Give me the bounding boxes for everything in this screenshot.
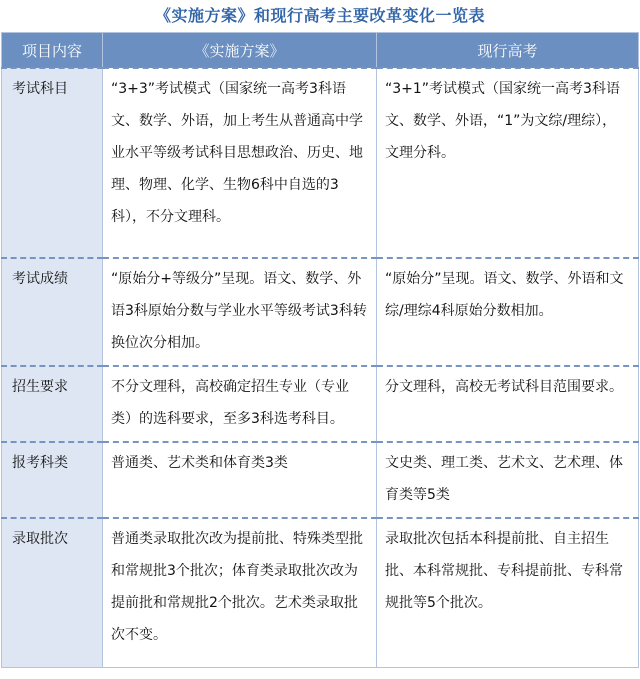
table-row [2, 366, 639, 442]
table-header-row [2, 33, 639, 69]
current-cell: “原始分”呈现。语文、数学、外语和文综/理综4科原始分数相加。 [377, 258, 639, 366]
comparison-table [1, 32, 639, 668]
current-cell: “3+1”考试模式（国家统一高考3科语文、数学、外语，“1”为文综/理综），文理分科。 [377, 68, 639, 258]
table-row [2, 258, 639, 366]
plan-cell: 不分文理科，高校确定招生专业（专业类）的选科要求，至多3科选考科目。 [103, 366, 377, 442]
row-label: 招生要求 [2, 366, 103, 442]
table-row [2, 518, 639, 668]
current-cell: 录取批次包括本科提前批、自主招生批、本科常规批、专科提前批、专科常规批等5个批次。 [377, 518, 639, 668]
current-cell: 分文理科，高校无考试科目范围要求。 [377, 366, 639, 442]
row-label: 录取批次 [2, 518, 103, 668]
row-label: 考试成绩 [2, 258, 103, 366]
current-cell: 文史类、理工类、艺术文、艺术理、体育类等5类 [377, 442, 639, 518]
header-plan: 《实施方案》 [103, 33, 377, 69]
table-row [2, 442, 639, 518]
row-label: 考试科目 [2, 68, 103, 258]
table-row [2, 68, 639, 258]
plan-cell: 普通类录取批次改为提前批、特殊类型批和常规批3个批次；体育类录取批次改为提前批和常规批2个批次。艺术类录取批次不变。 [103, 518, 377, 668]
header-item: 项目内容 [2, 33, 103, 69]
page-title: 《实施方案》和现行高考主要改革变化一览表 [154, 6, 485, 25]
plan-cell: 普通类、艺术类和体育类3类 [103, 442, 377, 518]
row-label: 报考科类 [2, 442, 103, 518]
header-current: 现行高考 [377, 33, 639, 69]
plan-cell: “原始分+等级分”呈现。语文、数学、外语3科原始分数与学业水平等级考试3科转换位次分相加。 [103, 258, 377, 366]
plan-cell: “3+3”考试模式（国家统一高考3科语文、数学、外语，加上考生从普通高中学业水平等级考试科目思想政治、历史、地理、物理、化学、生物6科中自选的3科），不分文理科。 [103, 68, 377, 258]
